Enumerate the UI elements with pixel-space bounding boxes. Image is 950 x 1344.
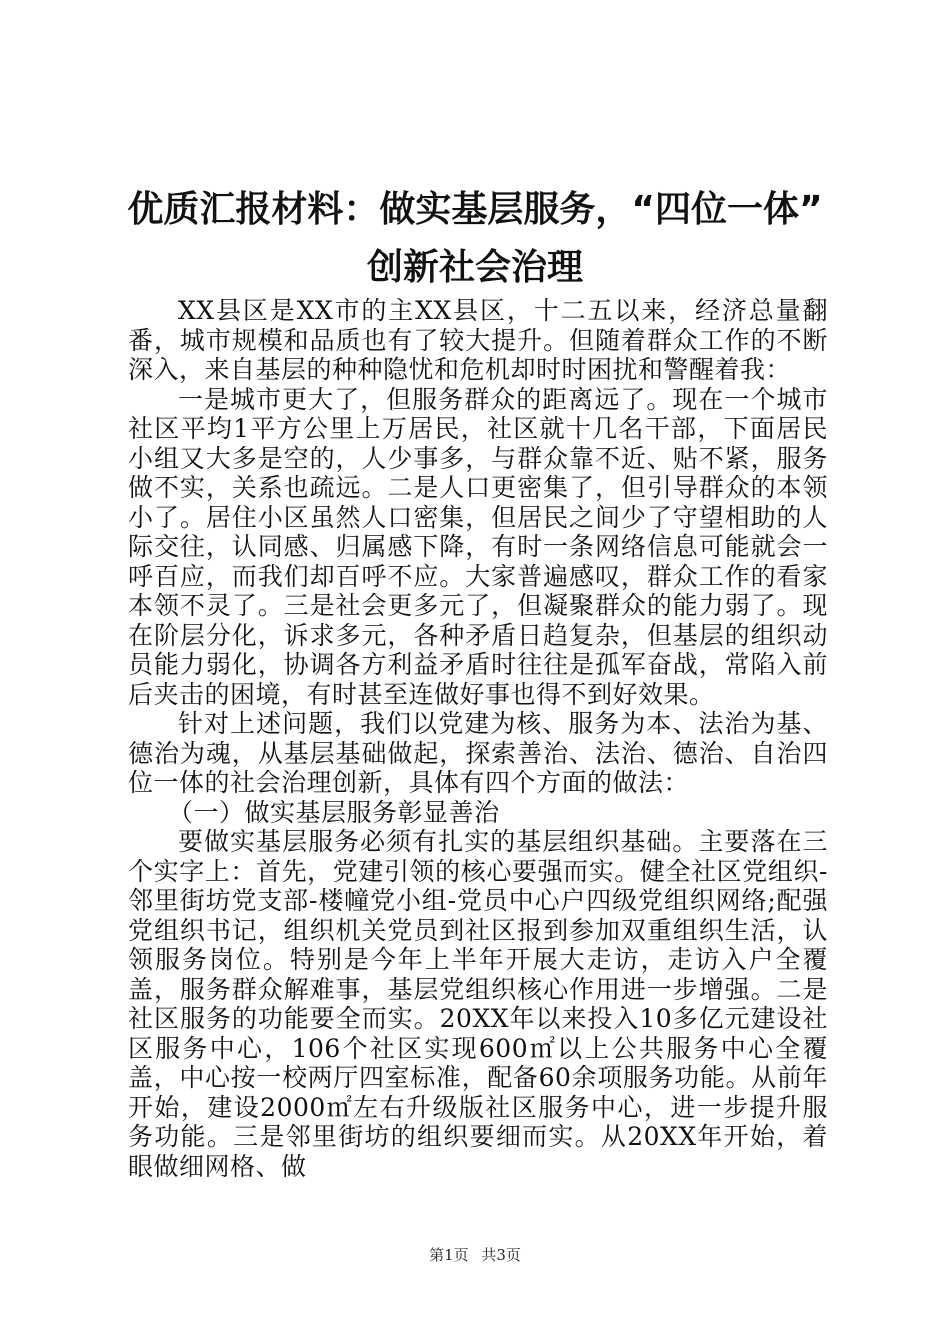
document-body [128,296,828,1181]
document-title-line-1: 优质汇报材料：做实基层服务，“四位一体” [127,189,823,230]
paragraph-approach: 针对上述问题，我们以党建为核、服务为本、法治为基、德治为魂，从基层基础做起，探索善治、法治、德治、自治四位一体的社会治理创新，具体有四个方面的做法： [128,709,828,797]
page-number: 第1页 [429,1246,469,1264]
section-heading: （一）做实基层服务彰显善治 [168,797,500,827]
paragraph-section-one: 要做实基层服务必须有扎实的基层组织基础。主要落在三个实字上：首先，党建引领的核心要强而实。健全社区党组织-邻里街坊党支部-楼幢党小组-党员中心户四级党组织网络;配强党组织书记，组织机关党员到社区报到参加双重组织生活，认领服务岗位。特别是今年上半年开展大走访，走访入户全覆盖，服务群众解难事，基层党组织核心作用进一步增强。二是社区服务的功能要全而实。20XX年以来投入10多亿元建设社区服务中心，106个社区实现600㎡以上公共服务中心全覆盖，中心按一校两厅四室标准，配备60余项服务功能。从前年开始，建设2000㎡左右升级版社区服务中心，进一步提升服务功能。三是邻里街坊的组织要细而实。从20XX年开始，着眼做细网格、做 [128,827,828,1181]
paragraph-intro: XX县区是XX市的主XX县区，十二五以来，经济总量翻番，城市规模和品质也有了较大提升。但随着群众工作的不断深入，来自基层的种种隐忧和危机却时时困扰和警醒着我： [128,296,828,384]
paragraph-problems: 一是城市更大了，但服务群众的距离远了。现在一个城市社区平均1平方公里上万居民，社区就十几名干部，下面居民小组又大多是空的，人少事多，与群众靠不近、贴不紧，服务做不实，关系也疏远。二是人口更密集了，但引导群众的本领小了。居住小区虽然人口密集，但居民之间少了守望相助的人际交往，认同感、归属感下降，有时一条网络信息可能就会一呼百应，而我们却百呼不应。大家普遍感叹，群众工作的看家本领不灵了。三是社会更多元了，但凝聚群众的能力弱了。现在阶层分化，诉求多元，各种矛盾日趋复杂，但基层的组织动员能力弱化，协调各方利益矛盾时往往是孤军奋战，常陷入前后夹击的困境，有时甚至连做好事也得不到好效果。 [128,384,828,709]
page-total: 共3页 [481,1246,521,1264]
document-title-line-2: 创新社会治理 [366,247,583,288]
page-footer [0,1244,950,1265]
